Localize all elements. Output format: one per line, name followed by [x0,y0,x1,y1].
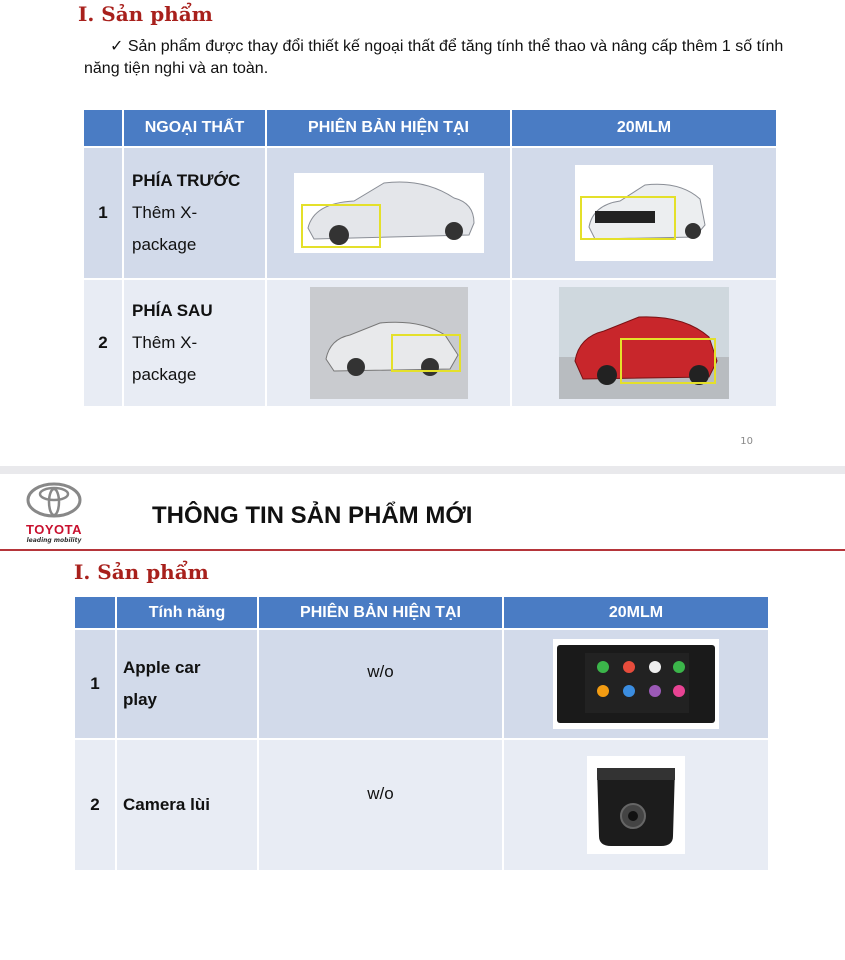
intro-paragraph: ✓ Sản phẩm được thay đổi thiết kế ngoại thất để tăng tính thể thao và nâng cấp thêm 1 số tính năng tiện nghi và an toàn. [84,38,784,77]
row-feature: Apple car play [123,658,201,709]
header-num [83,109,123,147]
row-desc: Thêm X-package [132,203,198,254]
header-20mlm: 20MLM [511,109,777,147]
header-feature: Tính năng [116,596,258,629]
row-title: PHÍA TRƯỚC [132,171,241,190]
table-row [74,629,769,739]
header-num [74,596,116,629]
page-number: 10 [740,436,753,447]
rear-camera-image [587,756,685,854]
row-number: 1 [74,629,116,739]
row-title: PHÍA SAU [132,301,213,320]
section-heading: I. Sản phẩm [78,2,213,26]
car-front-current-image [294,173,484,253]
logo-tagline: leading mobility [26,537,82,544]
header-current: PHIÊN BẢN HIỆN TẠI [258,596,503,629]
table-row [74,739,769,871]
table-row [83,279,777,407]
car-rear-current-image [310,287,468,399]
row-number: 2 [83,279,123,407]
toyota-logo [14,482,94,544]
section-heading: I. Sản phẩm [74,560,209,584]
header-exterior: NGOẠI THẤT [123,109,266,147]
car-front-20mlm-image [575,165,713,261]
row-number: 2 [74,739,116,871]
features-table [73,595,770,872]
row-desc: Thêm X-package [132,333,198,384]
apple-carplay-head-unit-image [553,639,719,729]
row-current: w/o [258,739,503,871]
slide-new-product-info [0,474,845,960]
title-divider [0,549,845,551]
header-current: PHIÊN BẢN HIỆN TẠI [266,109,511,147]
header-20mlm: 20MLM [503,596,769,629]
car-rear-20mlm-image [559,287,729,399]
row-current: w/o [258,629,503,739]
logo-brand: TOYOTA [26,522,82,537]
row-feature: Camera lùi [116,739,258,871]
slide-page-10 [0,0,845,466]
slide-title: THÔNG TIN SẢN PHẨM MỚI [152,502,473,529]
toyota-emblem-icon [26,482,82,518]
row-number: 1 [83,147,123,279]
exterior-table [82,108,778,408]
table-row [83,147,777,279]
